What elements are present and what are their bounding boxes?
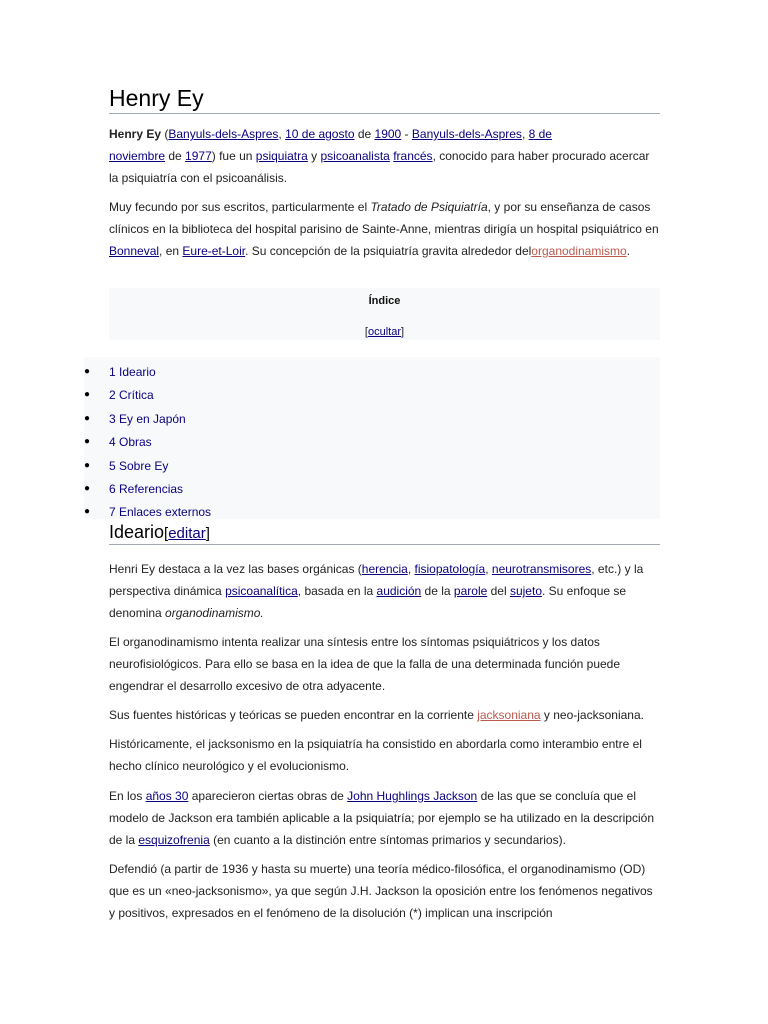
toc-link-enlaces-externos[interactable]: 7 Enlaces externos [109, 505, 212, 519]
text-run: de [354, 127, 375, 141]
bullet-icon: ● [84, 506, 91, 517]
section-divider [109, 544, 660, 545]
section-title: Ideario [109, 522, 165, 542]
toc-title: Índice [368, 295, 401, 307]
link-esquizofrenia[interactable]: esquizofrenia [138, 833, 210, 847]
bracket: ] [401, 326, 405, 338]
paragraph-bases [109, 558, 660, 624]
section-heading [109, 520, 210, 546]
text-run: ( [161, 127, 169, 141]
bullet-icon: ● [84, 389, 91, 400]
link-psiquiatra[interactable]: psiquiatra [255, 149, 308, 163]
intro-paragraph-2 [109, 196, 660, 262]
link-death-year[interactable]: 1977 [185, 149, 212, 163]
text-run: . [626, 244, 631, 258]
text-run: . Su concepción de la psiquiatría gravita alrededor del [245, 244, 532, 258]
text-run: , [485, 562, 492, 576]
text-run: y [307, 149, 321, 163]
text-run: de [165, 149, 186, 163]
toc-link-ideario[interactable]: 1 Ideario [109, 365, 156, 379]
link-anos-30[interactable]: años 30 [145, 789, 189, 803]
toc-hide-link[interactable]: ocultar [367, 326, 402, 338]
link-audicion[interactable]: audición [376, 584, 422, 598]
toc-toggle [109, 326, 660, 338]
subject-name: Henry Ey [109, 127, 162, 141]
bullet-icon: ● [84, 460, 91, 471]
text-run: En los [109, 789, 146, 803]
link-deathplace[interactable]: Banyuls-dels-Aspres [411, 127, 522, 141]
link-bonneval[interactable]: Bonneval [109, 244, 160, 258]
link-fisiopatologia[interactable]: fisiopatología [414, 562, 486, 576]
text-run: Sus fuentes históricas y teóricas se pueden encontrar en la corriente [109, 708, 478, 722]
term-organodinamismo: organodinamismo. [165, 606, 264, 620]
text-run: , y por su enseñanza de casos clínicos en la biblioteca del hospital parisino de Sainte-Anne, mientras dirigía un hospital psiquiátrico en [109, 200, 659, 236]
bracket: [ [364, 326, 368, 338]
link-sujeto[interactable]: sujeto [509, 584, 542, 598]
link-birth-date[interactable]: 10 de agosto [285, 127, 355, 141]
toc-link-critica[interactable]: 2 Crítica [109, 388, 154, 402]
edit-section [164, 525, 210, 542]
paragraph-defendio: Defendió (a partir de 1936 y hasta su muerte) una teoría médico-filosófica, el organodinamismo (OD) que es un «neo-jacksonismo», ya que según J.H. Jackson la oposición entre los fenómenos negativos y positivos, expresados en el fenómeno de la disolución (*) implican una inscripción [109, 862, 653, 920]
edit-link[interactable]: editar [168, 525, 206, 542]
text-run: de las que se concluía que el modelo de Jackson era también aplicable a la psiquiatría; por ejemplo se ha utilizado en la descripción de la [109, 789, 654, 847]
intro-paragraph-1 [109, 123, 660, 189]
paragraph-fuentes [109, 704, 660, 726]
link-death-date-part1[interactable]: 8 de [528, 127, 552, 141]
text-run: - [401, 127, 412, 141]
toc-link-sobre-ey[interactable]: 5 Sobre Ey [109, 459, 169, 473]
text-run: , conocido para haber procurado acercar la psiquiatría con el psicoanálisis. [109, 149, 650, 185]
toc-link-obras[interactable]: 4 Obras [109, 435, 152, 449]
link-frances[interactable]: francés [393, 149, 433, 163]
text-run: . Su enfoque se denomina [109, 584, 627, 620]
text-run: , en [159, 244, 183, 258]
text-run: y neo-jacksoniana. [540, 708, 644, 722]
toc-header [109, 288, 660, 340]
text-run: , [278, 127, 286, 141]
link-birthplace[interactable]: Banyuls-dels-Aspres [168, 127, 279, 141]
text-run: (en cuanto a la distinción entre síntomas primarios y secundarios). [209, 833, 566, 847]
text-run: ) fue un [211, 149, 256, 163]
toc-link-ey-en-japon[interactable]: 3 Ey en Japón [109, 412, 186, 426]
paragraph-historicamente: Históricamente, el jacksonismo en la psiquiatría ha consistido en abordarla como interambio entre el hecho clínico neurológico y el evolucionismo. [109, 737, 642, 773]
link-herencia[interactable]: herencia [361, 562, 408, 576]
title-divider [109, 113, 660, 114]
text-run: del [487, 584, 510, 598]
text-run: de la [421, 584, 454, 598]
link-organodinamismo[interactable]: organodinamismo [531, 244, 627, 258]
bullet-icon: ● [84, 366, 91, 377]
text-run: , [407, 562, 415, 576]
link-neurotransmisores[interactable]: neurotransmisores [491, 562, 592, 576]
paragraph-anos-30 [109, 785, 660, 851]
paragraph-organodinamismo: El organodinamismo intenta realizar una síntesis entre los síntomas psiquiátricos y los datos neurofisiológicos. Para ello se basa en la idea de que la falla de una determinada función puede engendrar el desarrollo excesivo de otra adyacente. [109, 635, 621, 693]
page-title: Henry Ey [109, 85, 204, 111]
bracket: ] [205, 525, 210, 542]
link-eure-et-loir[interactable]: Eure-et-Loir [182, 244, 246, 258]
link-psicoanalista[interactable]: psicoanalista [320, 149, 390, 163]
link-john-hughlings-jackson[interactable]: John Hughlings Jackson [347, 789, 478, 803]
bullet-icon: ● [84, 413, 91, 424]
text-run: , basada en la [297, 584, 377, 598]
link-death-date-part2[interactable]: noviembre [109, 149, 166, 163]
toc-link-referencias[interactable]: 6 Referencias [109, 482, 184, 496]
text-run: aparecieron ciertas obras de [188, 789, 348, 803]
link-psicoanalitica[interactable]: psicoanalítica [225, 584, 298, 598]
text-run: , etc.) y la perspectiva dinámica [109, 562, 644, 598]
link-parole[interactable]: parole [453, 584, 488, 598]
bullet-icon: ● [84, 483, 91, 494]
text-run: Henri Ey destaca a la vez las bases orgánicas ( [109, 562, 362, 576]
book-title: Tratado de Psiquiatría [370, 200, 488, 214]
text-run: Muy fecundo por sus escritos, particularmente el [109, 200, 371, 214]
link-jacksoniana[interactable]: jacksoniana [477, 708, 541, 722]
bracket: [ [164, 525, 169, 542]
bullet-icon: ● [84, 436, 91, 447]
text-run: , [521, 127, 529, 141]
link-birth-year[interactable]: 1900 [374, 127, 402, 141]
